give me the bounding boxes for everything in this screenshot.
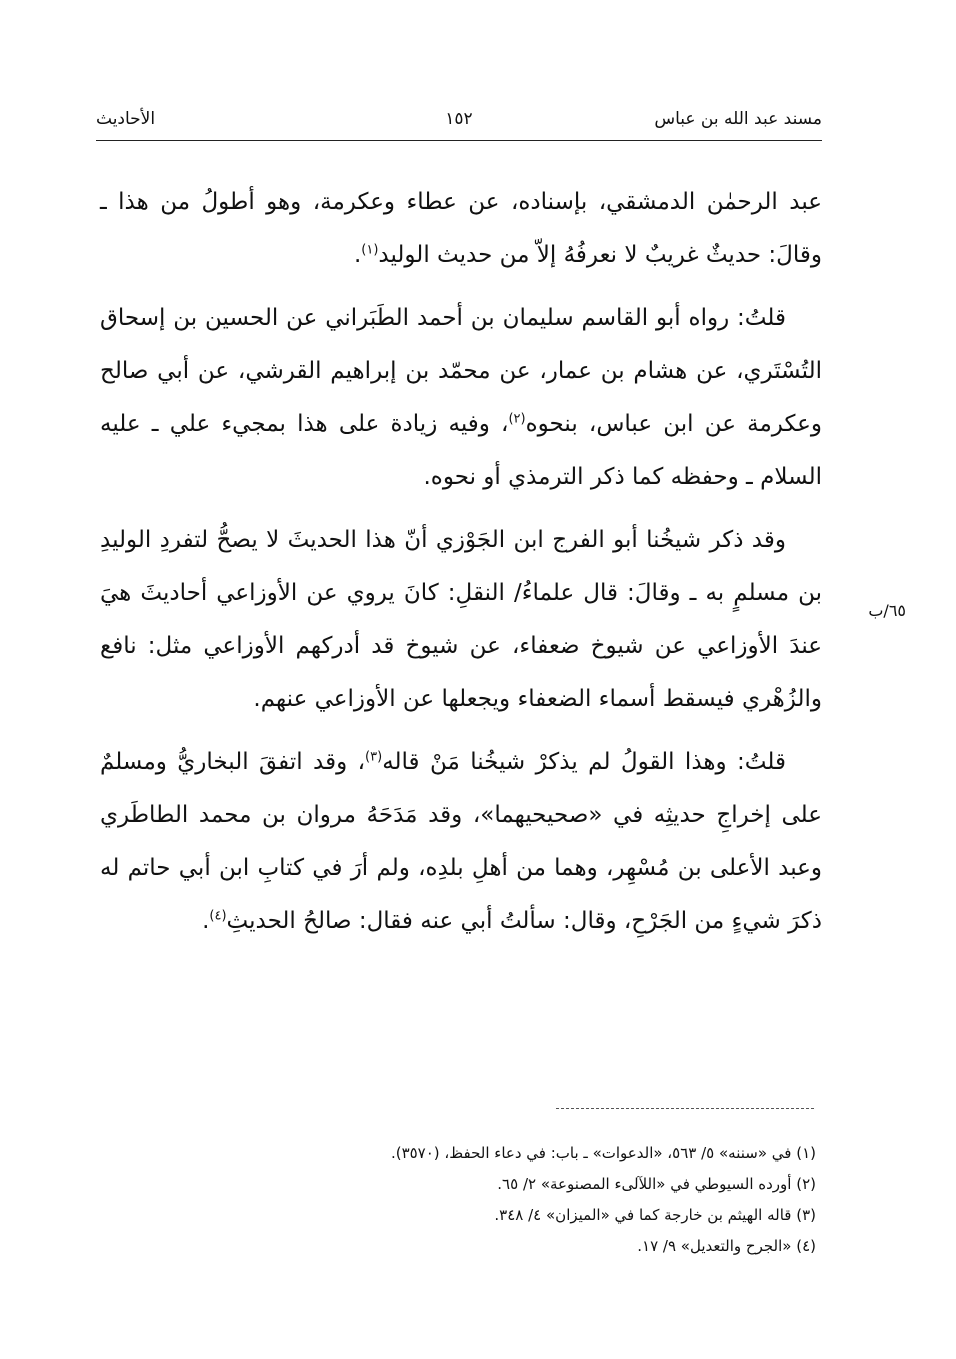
footnote-3: (٣) قاله الهيثم بن خارجة كما في «الميزان» ٤/ ٣٤٨. [494, 1206, 816, 1224]
header-divider [96, 140, 822, 141]
footnote-ref-1: (١) [361, 242, 379, 258]
paragraph-text: وقد ذكر شيخُنا أبو الفرج ابن الجَوْزي أنّ هذا الحديثَ لا يصحُّ لتفردِ الوليدِ بن مسلمٍ به ـ وقالَ: قال علماءُ/ النقلِ: كانَ يروي عن الأوزاعي أحاديثَ هيَ عندَ الأوزاعي عن شيوخ ضعفاء، عن شيوخ قد أدركهم الأوزاعي مثل: نافع والزُهْري فيسقط أسماء الضعفاء ويجعلها عن الأوزاعي عنهم. [100, 527, 822, 712]
main-text [100, 176, 822, 958]
paragraph-text: . [202, 908, 210, 934]
paragraph-text: قلتُ: رواه أبو القاسم سليمان بن أحمد الطَبَراني عن الحسين بن إسحاق التُسْتَري، عن هشام بن عمار، عن محمّد بن إبراهيم القرشي، عن أبي صالح وعكرمة عن ابن عباس، بنحوه [100, 305, 822, 437]
paragraph-2 [100, 292, 822, 504]
footnote-ref-4: (٤) [209, 908, 227, 924]
footnote-4: (٤) «الجرح والتعديل» ٩/ ١٧. [637, 1237, 816, 1255]
paragraph-4 [100, 736, 822, 948]
paragraph-text: قلتُ: وهذا القولُ لم يذكرْ شيخُنا مَنْ قاله [382, 749, 786, 775]
page-number: ١٥٢ [445, 109, 473, 129]
paragraph-1 [100, 176, 822, 282]
footnotes [100, 1138, 816, 1262]
paragraph-text: عبد الرحمٰن الدمشقي، بإسناده، عن عطاء وعكرمة، وهو أطولُ من هذا ـ وقالَ: حديثٌ غريبٌ لا نعرفُهُ إلاّ من حديث الوليد [100, 189, 822, 268]
paragraph-3 [100, 514, 822, 726]
running-header [96, 108, 822, 134]
footnote-2: (٢) أورده السيوطي في «اللآلىء المصنوعة» ٢/ ٦٥. [497, 1175, 816, 1193]
manuscript-folio-note: ٦٥/ب [868, 601, 906, 620]
header-book-title: مسند عبد الله بن عباس [654, 109, 822, 129]
footnote-ref-2: (٢) [508, 411, 526, 427]
paragraph-text: . [353, 242, 362, 268]
paragraph-text: ، وقد اتفقَ البخاريُّ ومسلمٌ على إخراجِ حديثِه في «صحيحيهما»، وقد مَدَحَهُ مروان بن محمد الطاطَري وعبد الأعلى بن مُسْهِر، وهما من أهلِ بلدِه، ولم أرَ في كتابِ ابن أبي حاتم له ذكرَ شيءٍ من الجَرْحِ، وقال: سألتُ أبي عنه فقال: صالحُ الحديثِ [100, 749, 822, 934]
header-section-title: الأحاديث [96, 109, 156, 129]
footnote-divider [556, 1108, 814, 1109]
footnote-ref-3: (٣) [365, 749, 383, 765]
paragraph-text: ، وفيه زيادة على هذا بمجيء علي ـ عليه السلام ـ وحفظه كما ذكر الترمذي أو نحوه. [100, 411, 822, 490]
footnote-1: (١) في «سننه» ٥/ ٥٦٣، «الدعوات» ـ باب: في دعاء الحفظ، (٣٥٧٠). [390, 1144, 816, 1162]
